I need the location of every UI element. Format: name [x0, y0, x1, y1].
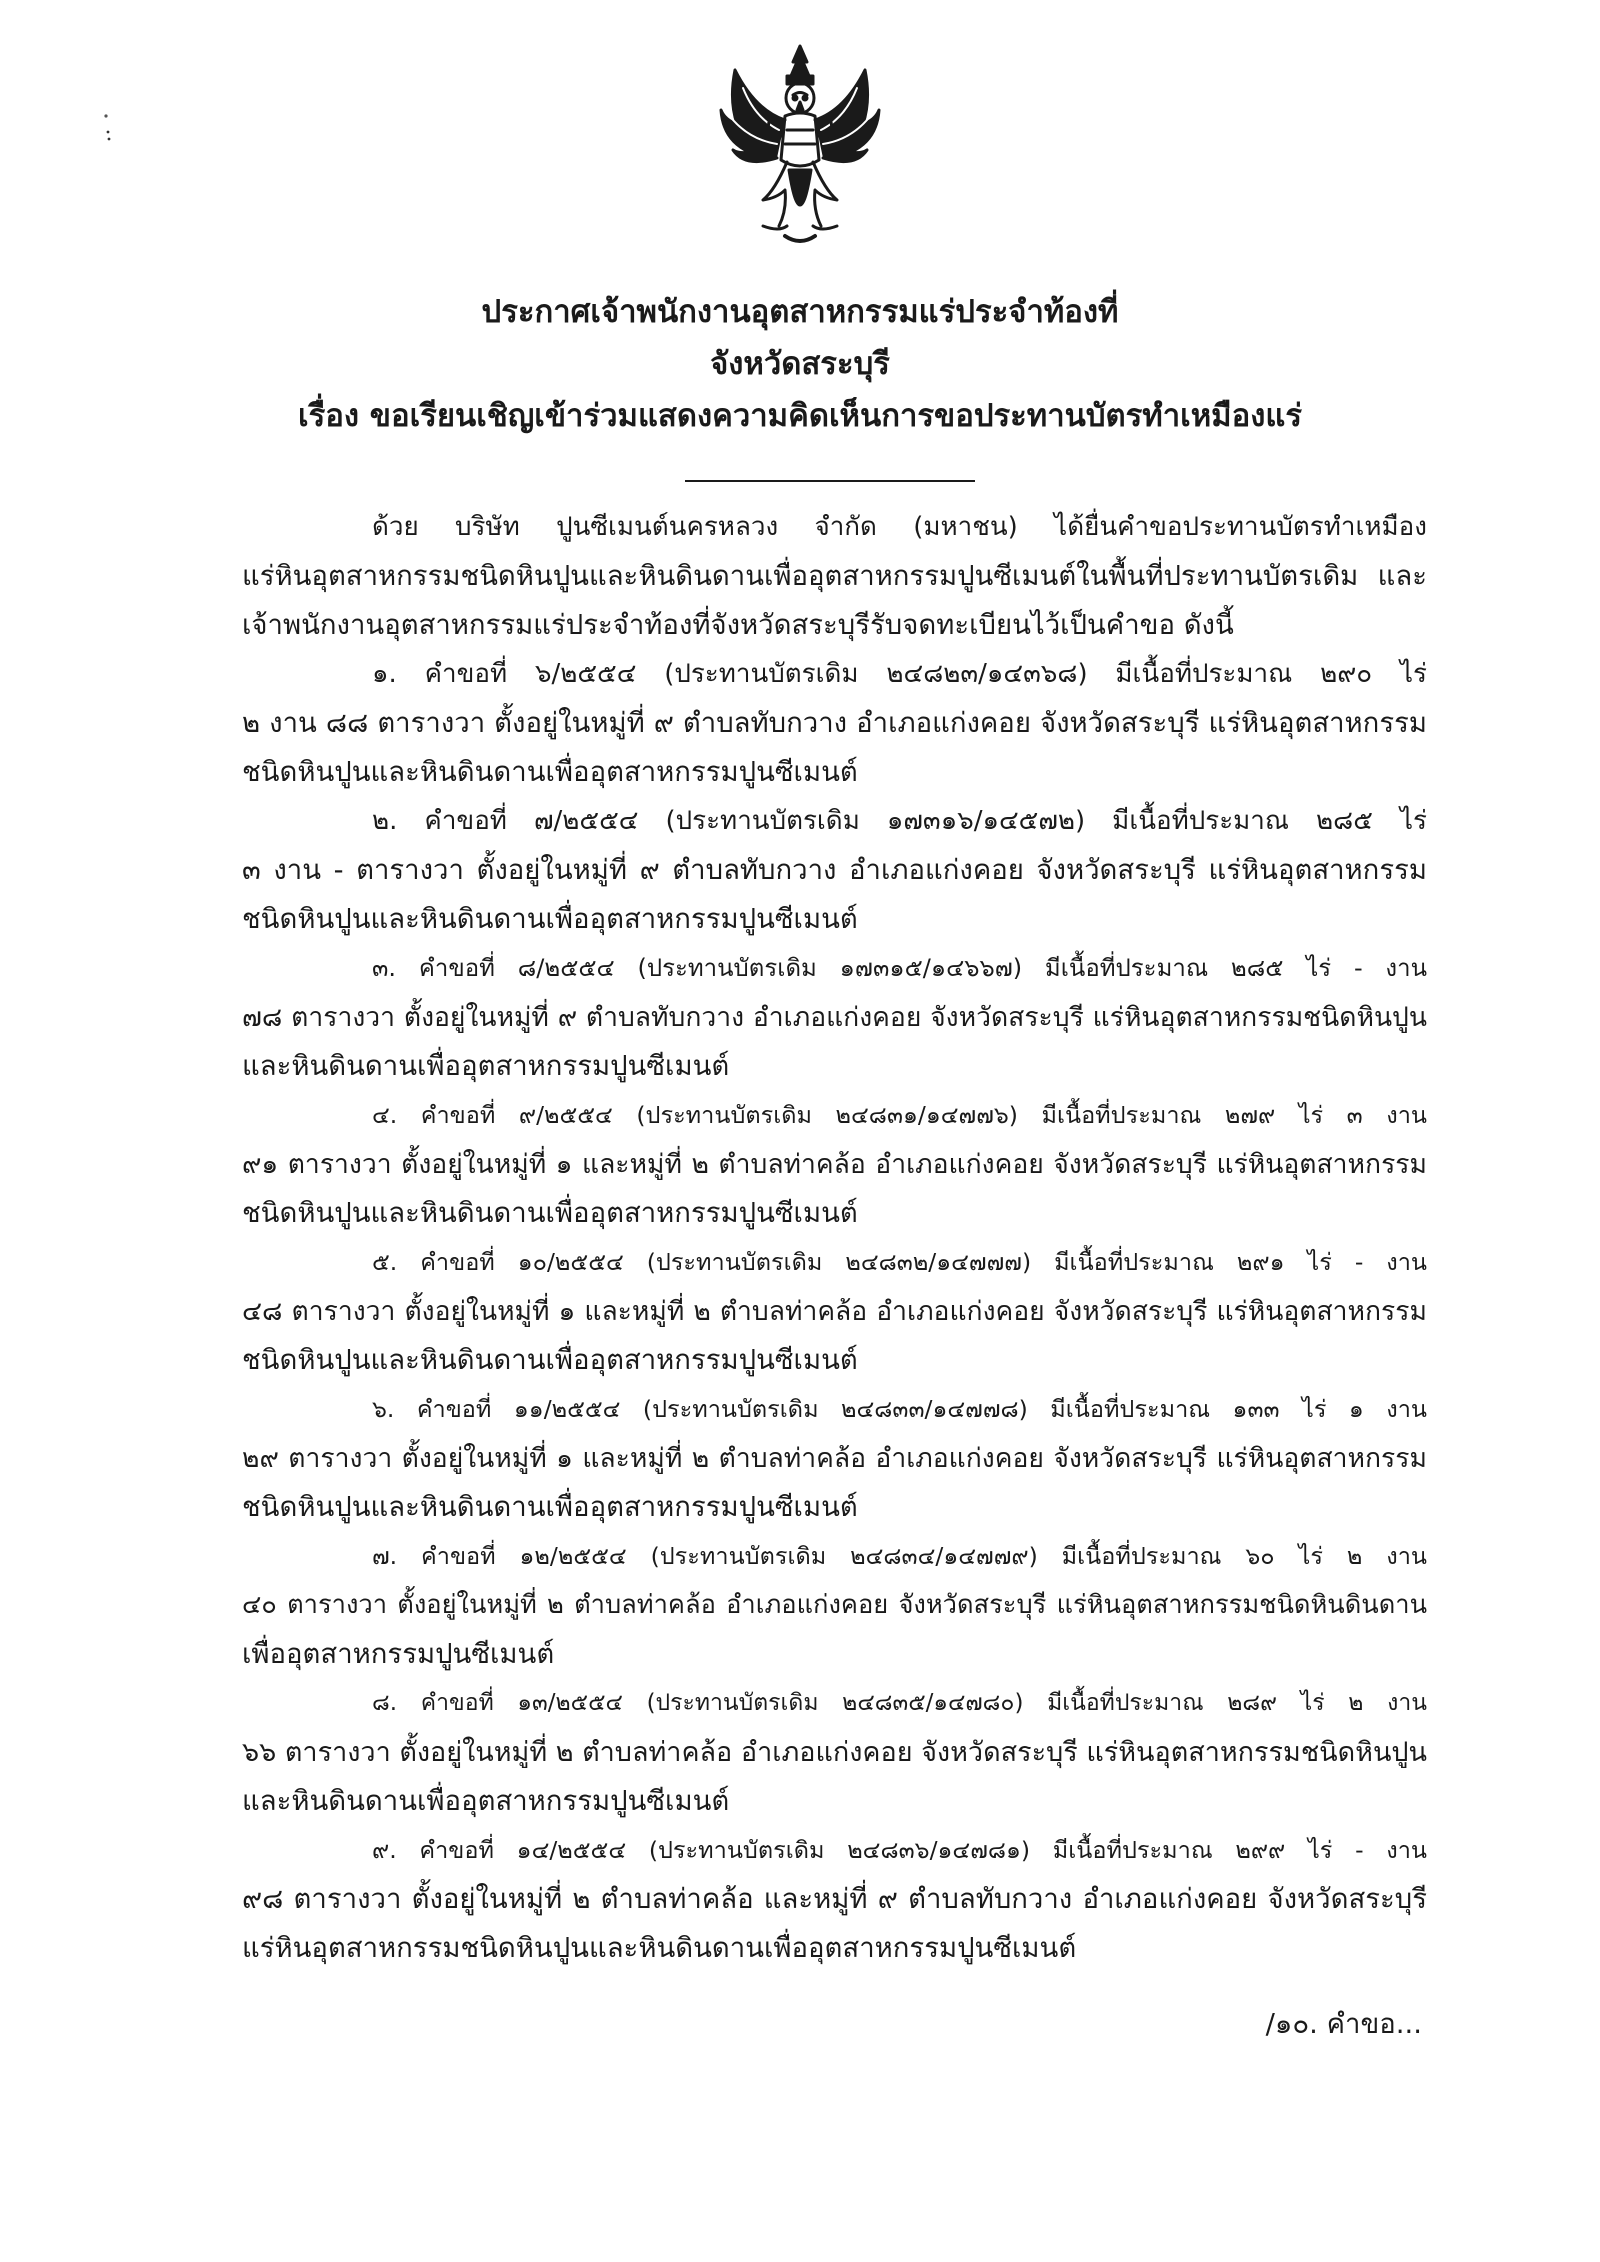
header-divider [685, 480, 975, 482]
item-line: ๙๑ ตารางวา ตั้งอยู่ในหมู่ที่ ๑ และหมู่ที่ ๒ ตำบลท่าคล้อ อำเภอแก่งคอย จังหวัดสระบุรี แร่หินอุตสาหกรรม [242, 1149, 1427, 1180]
list-item [242, 650, 1427, 797]
list-item [242, 797, 1427, 944]
item-line: ๔๘ ตารางวา ตั้งอยู่ในหมู่ที่ ๑ และหมู่ที่ ๒ ตำบลท่าคล้อ อำเภอแก่งคอย จังหวัดสระบุรี แร่หินอุตสาหกรรม [242, 1296, 1427, 1327]
list-item [242, 1238, 1427, 1385]
list-item [242, 1679, 1427, 1826]
item-line: ๗. คำขอที่ ๑๒/๒๕๕๔ (ประทานบัตรเดิม ๒๔๘๓๔/๑๔๗๗๙) มีเนื้อที่ประมาณ ๖๐ ไร่ ๒ งาน [372, 1542, 1427, 1570]
item-line: ชนิดหินปูนและหินดินดานเพื่ออุตสาหกรรมปูนซีเมนต์ [242, 1344, 858, 1376]
item-line: ๗๘ ตารางวา ตั้งอยู่ในหมู่ที่ ๙ ตำบลทับกวาง อำเภอแก่งคอย จังหวัดสระบุรี แร่หินอุตสาหกรรมชนิดหินปูน [242, 1002, 1427, 1033]
item-line: ๔๐ ตารางวา ตั้งอยู่ในหมู่ที่ ๒ ตำบลท่าคล้อ อำเภอแก่งคอย จังหวัดสระบุรี แร่หินอุตสาหกรรมชนิดหินดินดาน [242, 1590, 1427, 1620]
item-line: ๙๘ ตารางวา ตั้งอยู่ในหมู่ที่ ๒ ตำบลท่าคล้อ และหมู่ที่ ๙ ตำบลทับกวาง อำเภอแก่งคอย จังหวัดสระบุรี [242, 1883, 1427, 1915]
item-line: ๓. คำขอที่ ๘/๒๕๕๔ (ประทานบัตรเดิม ๑๗๓๑๕/๑๔๖๖๗) มีเนื้อที่ประมาณ ๒๘๕ ไร่ - งาน [372, 954, 1427, 982]
item-line: ๒๙ ตารางวา ตั้งอยู่ในหมู่ที่ ๑ และหมู่ที่ ๒ ตำบลท่าคล้อ อำเภอแก่งคอย จังหวัดสระบุรี แร่หินอุตสาหกรรม [242, 1443, 1427, 1474]
header-line-province: จังหวัดสระบุรี [710, 346, 890, 382]
garuda-emblem-icon [715, 40, 885, 250]
header-line-subject: เรื่อง ขอเรียนเชิญเข้าร่วมแสดงความคิดเห็นการขอประทานบัตรทำเหมืองแร่ [298, 398, 1302, 434]
list-item [242, 1532, 1427, 1679]
list-item [242, 1385, 1427, 1532]
intro-line: แร่หินอุตสาหกรรมชนิดหินปูนและหินดินดานเพื่ออุตสาหกรรมปูนซีเมนต์ในพื้นที่ประทานบัตรเดิม และ [242, 560, 1427, 592]
intro-line: เจ้าพนักงานอุตสาหกรรมแร่ประจำท้องที่จังหวัดสระบุรีรับจดทะเบียนไว้เป็นคำขอ ดังนี้ [242, 609, 1234, 641]
item-line: ๒. คำขอที่ ๗/๒๕๕๔ (ประทานบัตรเดิม ๑๗๓๑๖/๑๔๕๗๒) มีเนื้อที่ประมาณ ๒๘๕ ไร่ [372, 806, 1427, 836]
item-line: ชนิดหินปูนและหินดินดานเพื่ออุตสาหกรรมปูนซีเมนต์ [242, 903, 858, 935]
item-line: ๘. คำขอที่ ๑๓/๒๕๕๔ (ประทานบัตรเดิม ๒๔๘๓๕/๑๔๗๘๐) มีเนื้อที่ประมาณ ๒๘๙ ไร่ ๒ งาน [372, 1690, 1427, 1716]
item-line: ชนิดหินปูนและหินดินดานเพื่ออุตสาหกรรมปูนซีเมนต์ [242, 756, 858, 788]
item-line: ๙. คำขอที่ ๑๔/๒๕๕๔ (ประทานบัตรเดิม ๒๔๘๓๖/๑๔๗๘๑) มีเนื้อที่ประมาณ ๒๙๙ ไร่ - งาน [372, 1836, 1427, 1864]
list-item [242, 1091, 1427, 1238]
item-line: ๔. คำขอที่ ๙/๒๕๕๔ (ประทานบัตรเดิม ๒๔๘๓๑/๑๔๗๗๖) มีเนื้อที่ประมาณ ๒๗๙ ไร่ ๓ งาน [372, 1101, 1427, 1129]
intro-line: ด้วย บริษัท ปูนซีเมนต์นครหลวง จำกัด (มหาชน) ได้ยื่นคำขอประทานบัตรทำเหมือง [372, 512, 1427, 542]
intro-paragraph [242, 503, 1427, 650]
item-line: ๖. คำขอที่ ๑๑/๒๕๕๔ (ประทานบัตรเดิม ๒๔๘๓๓/๑๔๗๗๘) มีเนื้อที่ประมาณ ๑๓๓ ไร่ ๑ งาน [372, 1395, 1427, 1423]
item-line: แร่หินอุตสาหกรรมชนิดหินปูนและหินดินดานเพื่ออุตสาหกรรมปูนซีเมนต์ [242, 1932, 1077, 1964]
item-line: ๒ งาน ๘๘ ตารางวา ตั้งอยู่ในหมู่ที่ ๙ ตำบลทับกวาง อำเภอแก่งคอย จังหวัดสระบุรี แร่หินอุตสาหกรรม [242, 707, 1427, 739]
item-line: และหินดินดานเพื่ออุตสาหกรรมปูนซีเมนต์ [242, 1785, 730, 1817]
continued-marker: /๑๐. คำขอ... [1265, 2008, 1422, 2040]
item-line: ๑. คำขอที่ ๖/๒๕๕๔ (ประทานบัตรเดิม ๒๔๘๒๓/๑๔๓๖๘) มีเนื้อที่ประมาณ ๒๙๐ ไร่ [372, 659, 1427, 689]
item-line: เพื่ออุตสาหกรรมปูนซีเมนต์ [242, 1638, 555, 1670]
item-line: ๓ งาน - ตารางวา ตั้งอยู่ในหมู่ที่ ๙ ตำบลทับกวาง อำเภอแก่งคอย จังหวัดสระบุรี แร่หินอุตสาหกรรม [242, 854, 1427, 886]
announcement-body [242, 503, 1427, 1973]
list-item [242, 1826, 1427, 1973]
header-line-authority: ประกาศเจ้าพนักงานอุตสาหกรรมแร่ประจำท้องที่ [481, 294, 1119, 330]
item-line: ชนิดหินปูนและหินดินดานเพื่ออุตสาหกรรมปูนซีเมนต์ [242, 1491, 858, 1523]
announcement-header [150, 286, 1450, 442]
item-line: ๕. คำขอที่ ๑๐/๒๕๕๔ (ประทานบัตรเดิม ๒๔๘๓๒/๑๔๗๗๗) มีเนื้อที่ประมาณ ๒๙๑ ไร่ - งาน [372, 1248, 1427, 1276]
item-line: และหินดินดานเพื่ออุตสาหกรรมปูนซีเมนต์ [242, 1050, 730, 1082]
list-item [242, 944, 1427, 1091]
item-line: ๖๖ ตารางวา ตั้งอยู่ในหมู่ที่ ๒ ตำบลท่าคล้อ อำเภอแก่งคอย จังหวัดสระบุรี แร่หินอุตสาหกรรมชนิดหินปูน [242, 1737, 1427, 1768]
item-line: ชนิดหินปูนและหินดินดานเพื่ออุตสาหกรรมปูนซีเมนต์ [242, 1197, 858, 1229]
scan-specks [100, 110, 120, 150]
